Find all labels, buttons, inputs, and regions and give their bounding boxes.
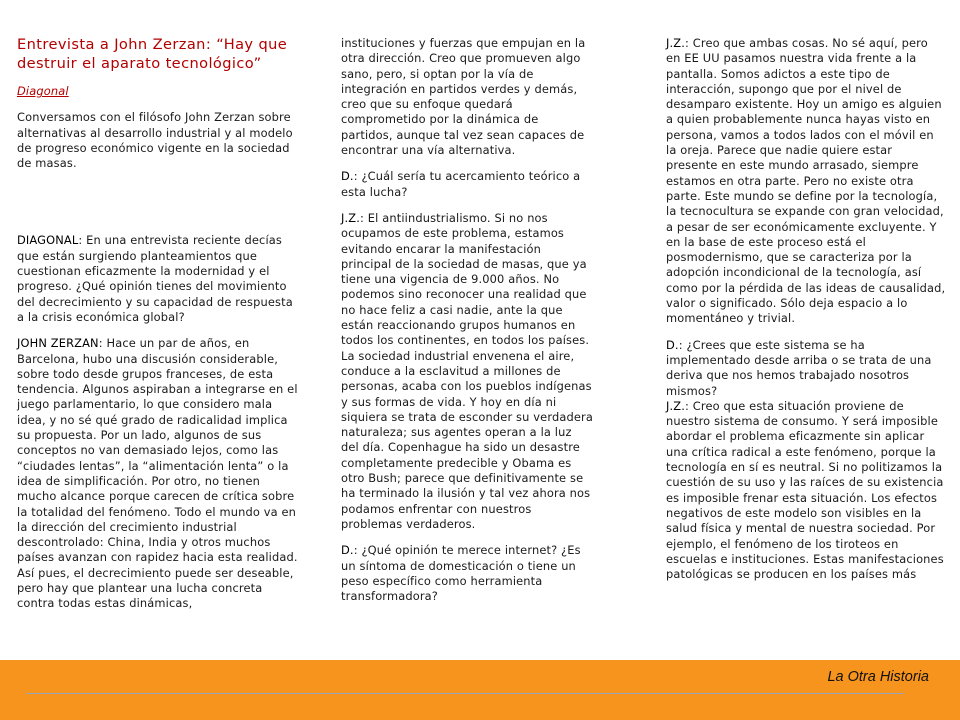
speaker-label: DIAGONAL — [17, 233, 79, 248]
column-1 — [17, 36, 299, 623]
article-intro: Conversamos con el filósofo John Zerzan sobre alternativas al desarrollo industrial y al modelo de progreso económico vigente en la sociedad de masas. — [17, 110, 293, 171]
speaker-label: D. — [341, 543, 354, 558]
article-title-quote: “Hay que destruir el aparato tecnológico” — [17, 36, 288, 72]
paragraph-text: : Creo que esta situación proviene de nuestro sistema de consumo. Y será imposible abordar el problema eficazmente sin aplicar una crítica radical a este fenómeno, porque la tecnología en sí es neutral. Si no politizamos la cuestión de su uso y las raíces de su existencia es imposible frenar esta situación. Los efectos negativos de este modelo son visibles en la salud física y mental de nuestra sociedad. Por ejemplo, el fenómeno de los tiroteos en escuelas e instituciones. Estas manifestaciones patológicas se producen en los países más — [666, 398, 944, 582]
speaker-label: JOHN ZERZAN — [17, 336, 99, 351]
paragraph — [666, 399, 946, 583]
paragraph — [17, 336, 299, 611]
source-link[interactable]: Diagonal — [17, 84, 69, 98]
paragraph-text: : El antiindustrialismo. Si no nos ocupamos de este problema, estamos evitando encarar la manifestación principal de la sociedad de masas, que ya tiene una vigencia de 9.000 años. No podemos sino reconocer una realidad que no hace feliz a casi nadie, ante la que están reaccionando grupos humanos en todos los continentes, en todos los países. La sociedad industrial envenena el aire, conduce a la esclavitud a millones de personas, acaba con los pueblos indígenas y sus formas de vida. Y hoy en día ni siquiera se trata de esconder su verdadera naturaleza; sus agentes operan a la luz del día. Copenhague ha sido un desastre completamente predecible y Obama es otro Bush; parece que definitivamente se ha terminado la ilusión y tal vez ahora nos podamos enfrentar con nuestros problemas verdaderos. — [341, 210, 593, 531]
paragraph — [341, 36, 593, 158]
paragraph-text: : ¿Cuál sería tu acercamiento teórico a esta lucha? — [341, 169, 581, 199]
column-2 — [341, 36, 593, 615]
article-title-prefix: Entrevista a John Zerzan: — [17, 36, 217, 53]
paragraph — [666, 338, 946, 399]
paragraph-text: : Creo que ambas cosas. No sé aquí, pero en EE UU pasamos nuestra vida frente a la pantalla. Somos adictos a este tipo de interacción, supongo que por el nivel de desamparo existente. Hoy un amigo es alguien a quien probablemente nunca hayas visto en persona, vamos a todos lados con el móvil en la oreja. Parece que nadie quiere estar presente en este mundo arrasado, siempre estamos en otra parte. Pero no existe otra parte. Este mundo se define por la tecnología, la tecnocultura se expande con gran velocidad, a pesar de ser económicamente excluyente. Y en la base de este proceso está el posmodernismo, que se caracteriza por la adopción incondicional de la tecnología, así como por la pérdida de las ideas de causalidad, valor o significado. Sólo deja espacio a lo momentáneo y trivial. — [666, 36, 946, 326]
footer-brand: La Otra Historia — [827, 669, 929, 685]
article-title — [17, 36, 299, 73]
speaker-label: D. — [341, 169, 354, 184]
speaker-label: J.Z. — [341, 210, 361, 225]
paragraph-text: : En una entrevista reciente decías que están surgiendo planteamientos que cuestionan eficazmente la modernidad y el progreso. ¿Qué opinión tienes del movimiento del decrecimiento y su capacidad de respuesta a la crisis económica global? — [17, 233, 293, 324]
paragraph-text: : ¿Qué opinión te merece internet? ¿Es un síntoma de domesticación o tiene un peso específico como herramienta transformadora? — [341, 543, 581, 604]
footer-bar — [0, 660, 960, 720]
column-3 — [666, 36, 946, 593]
speaker-label: D. — [666, 337, 679, 352]
footer-divider — [26, 693, 904, 694]
paragraph-text: : Hace un par de años, en Barcelona, hubo una discusión considerable, sobre todo desde grupos franceses, de esta tendencia. Algunos aspiraban a integrarse en el juego parlamentario, lo que considero mala idea, y no sé qué grado de radicalidad implica su propuesta. Por un lado, algunos de sus conceptos no van demasiado lejos, como las “ciudades lentas”, la “alimentación lenta” o la idea de simplificación. Por otro, no tienen mucho alcance porque carecen de crítica sobre la totalidad del fenómeno. Todo el mundo va en la dirección del crecimiento industrial descontrolado: China, India y otros muchos países avanzan con rapidez hacia esta realidad. Así pues, el decrecimiento puede ser deseable, pero hay que plantear una lucha concreta contra todas estas dinámicas, — [17, 336, 298, 611]
speaker-label: J.Z. — [666, 36, 686, 50]
paragraph — [17, 233, 299, 325]
paragraph — [666, 36, 946, 327]
paragraph — [341, 211, 593, 532]
speaker-label: J.Z. — [666, 398, 686, 413]
paragraph — [341, 543, 593, 604]
paragraph-text: : ¿Crees que este sistema se ha implementado desde arriba o se trata de una deriva que nos hemos trabajado nosotros mismos? — [666, 337, 932, 398]
paragraph-text: instituciones y fuerzas que empujan en la otra dirección. Creo que promueven algo sano, pero, si optan por la vía de integración en partidos verdes y demás, creo que su enfoque quedará comprometido por la dinámica de partidos, aunque tal vez sean capaces de encontrar una vía alternativa. — [341, 36, 586, 158]
paragraph — [341, 169, 593, 200]
